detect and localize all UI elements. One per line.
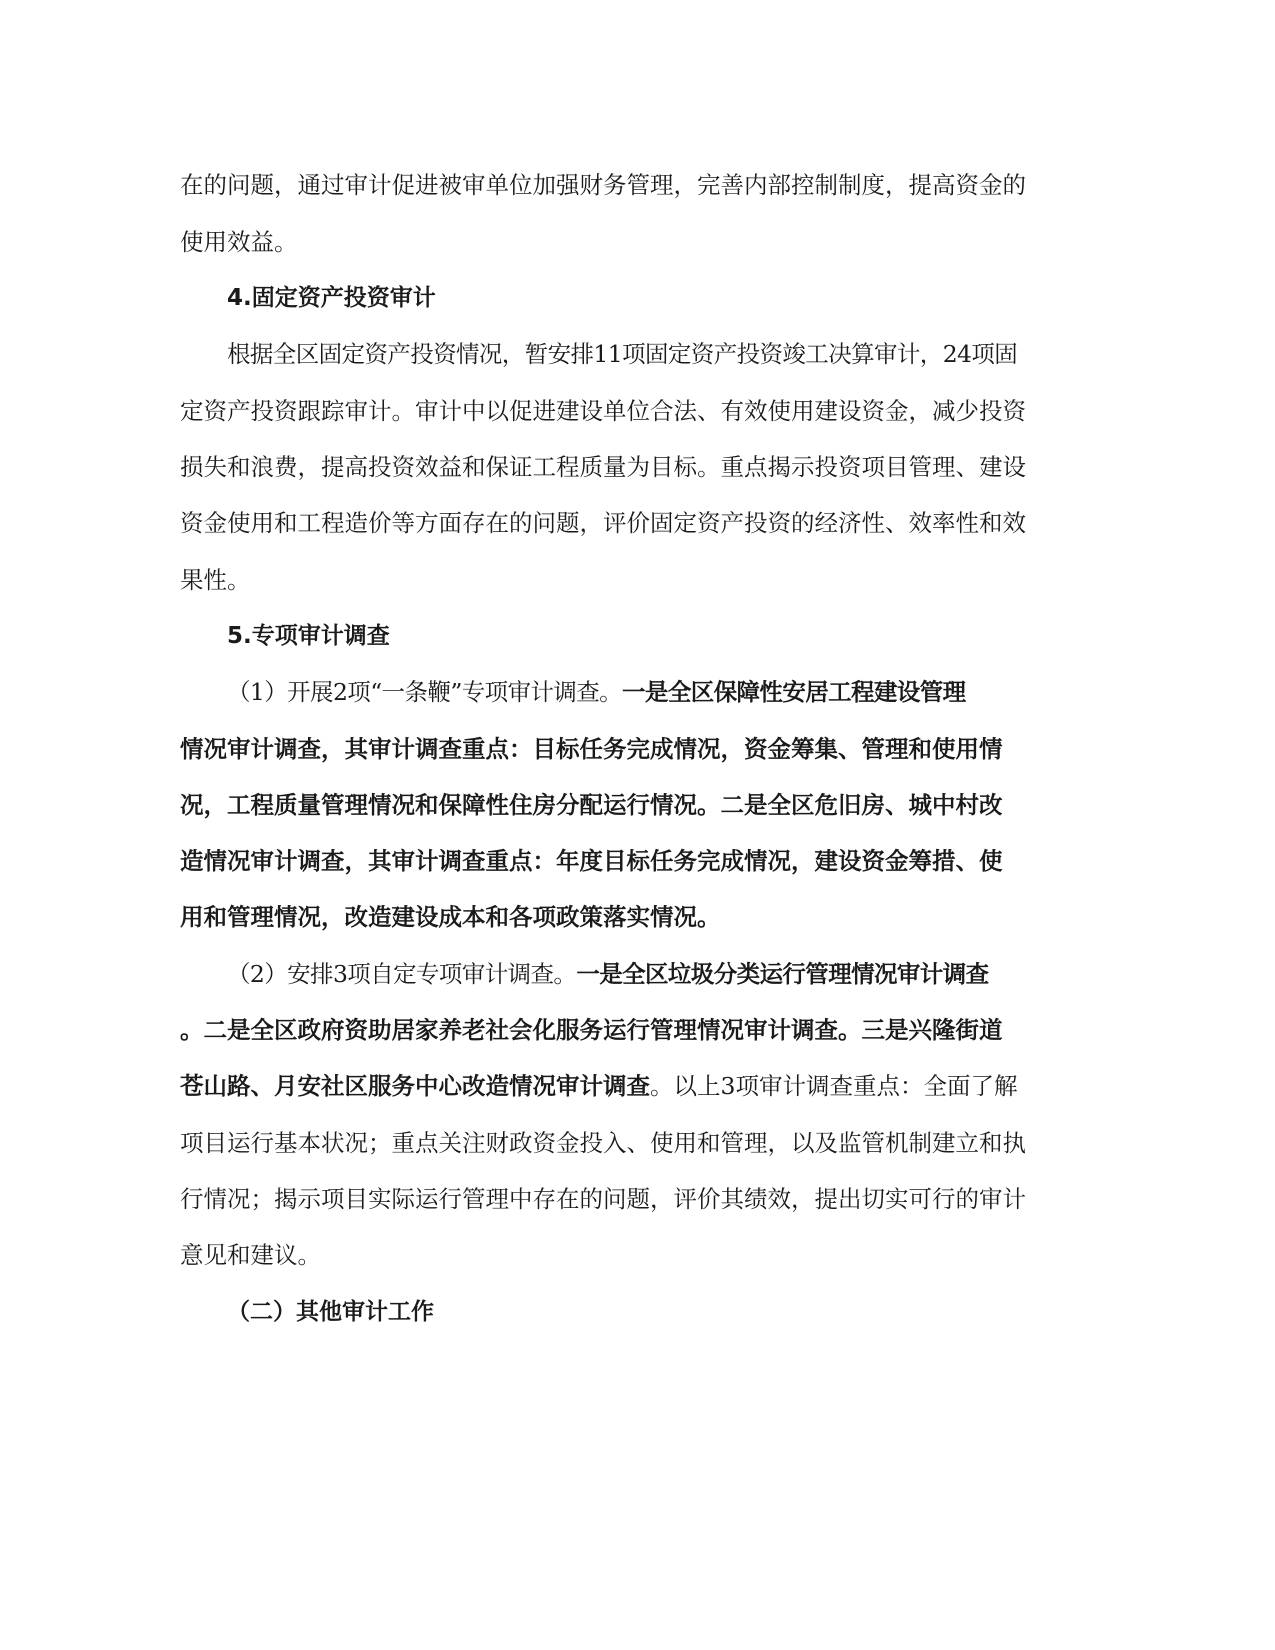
paragraph-line: 。二是全区政府资助居家养老社会化服务运行管理情况审计调查。三是兴隆街道 — [180, 1016, 1003, 1044]
section-heading-4: 4.固定资产投资审计 — [227, 285, 436, 311]
paragraph-line: 损失和浪费，提高投资效益和保证工程质量为目标。重点揭示投资项目管理、建设 — [180, 453, 1026, 481]
bold-text: 一是全区垃圾分类运行管理情况审计调查 — [576, 960, 989, 988]
section-heading-other: （二）其他审计工作 — [227, 1299, 434, 1325]
paragraph-line: 用和管理情况，改造建设成本和各项政策落实情况。 — [180, 903, 721, 931]
plain-text: 。以上3项审计调查重点：全面了解 — [650, 1072, 1018, 1100]
paragraph-line: 意见和建议。 — [180, 1241, 321, 1269]
paragraph-line: 果性。 — [180, 566, 251, 594]
paragraph-line: 况，工程质量管理情况和保障性住房分配运行情况。二是全区危旧房、城中村改 — [180, 791, 1003, 819]
paragraph-line — [227, 959, 989, 989]
section-heading-5: 5.专项审计调查 — [227, 623, 390, 649]
paragraph-line — [180, 1071, 1017, 1101]
paragraph-line: 使用效益。 — [180, 228, 298, 256]
paragraph-line — [227, 677, 966, 707]
paragraph-line: 根据全区固定资产投资情况，暂安排11项固定资产投资竣工决算审计，24项固 — [227, 340, 1018, 368]
plain-text: （1）开展2项“一条鞭”专项审计调查。 — [227, 678, 623, 706]
bold-text: 一是全区保障性安居工程建设管理 — [622, 678, 966, 706]
bold-text: 苍山路、月安社区服务中心改造情况审计调查 — [180, 1072, 650, 1100]
paragraph-line: 在的问题，通过审计促进被审单位加强财务管理，完善内部控制制度，提高资金的 — [180, 171, 1026, 199]
paragraph-line: 行情况；揭示项目实际运行管理中存在的问题，评价其绩效，提出切实可行的审计 — [180, 1185, 1026, 1213]
paragraph-line: 资金使用和工程造价等方面存在的问题，评价固定资产投资的经济性、效率性和效 — [180, 509, 1026, 537]
paragraph-line: 项目运行基本状况；重点关注财政资金投入、使用和管理，以及监管机制建立和执 — [180, 1129, 1026, 1157]
plain-text: （2）安排3项自定专项审计调查。 — [227, 960, 577, 988]
paragraph-line: 定资产投资跟踪审计。审计中以促进建设单位合法、有效使用建设资金，减少投资 — [180, 397, 1026, 425]
paragraph-line: 情况审计调查，其审计调查重点：目标任务完成情况，资金筹集、管理和使用情 — [180, 735, 1003, 763]
paragraph-line: 造情况审计调查，其审计调查重点：年度目标任务完成情况，建设资金筹措、使 — [180, 847, 1003, 875]
